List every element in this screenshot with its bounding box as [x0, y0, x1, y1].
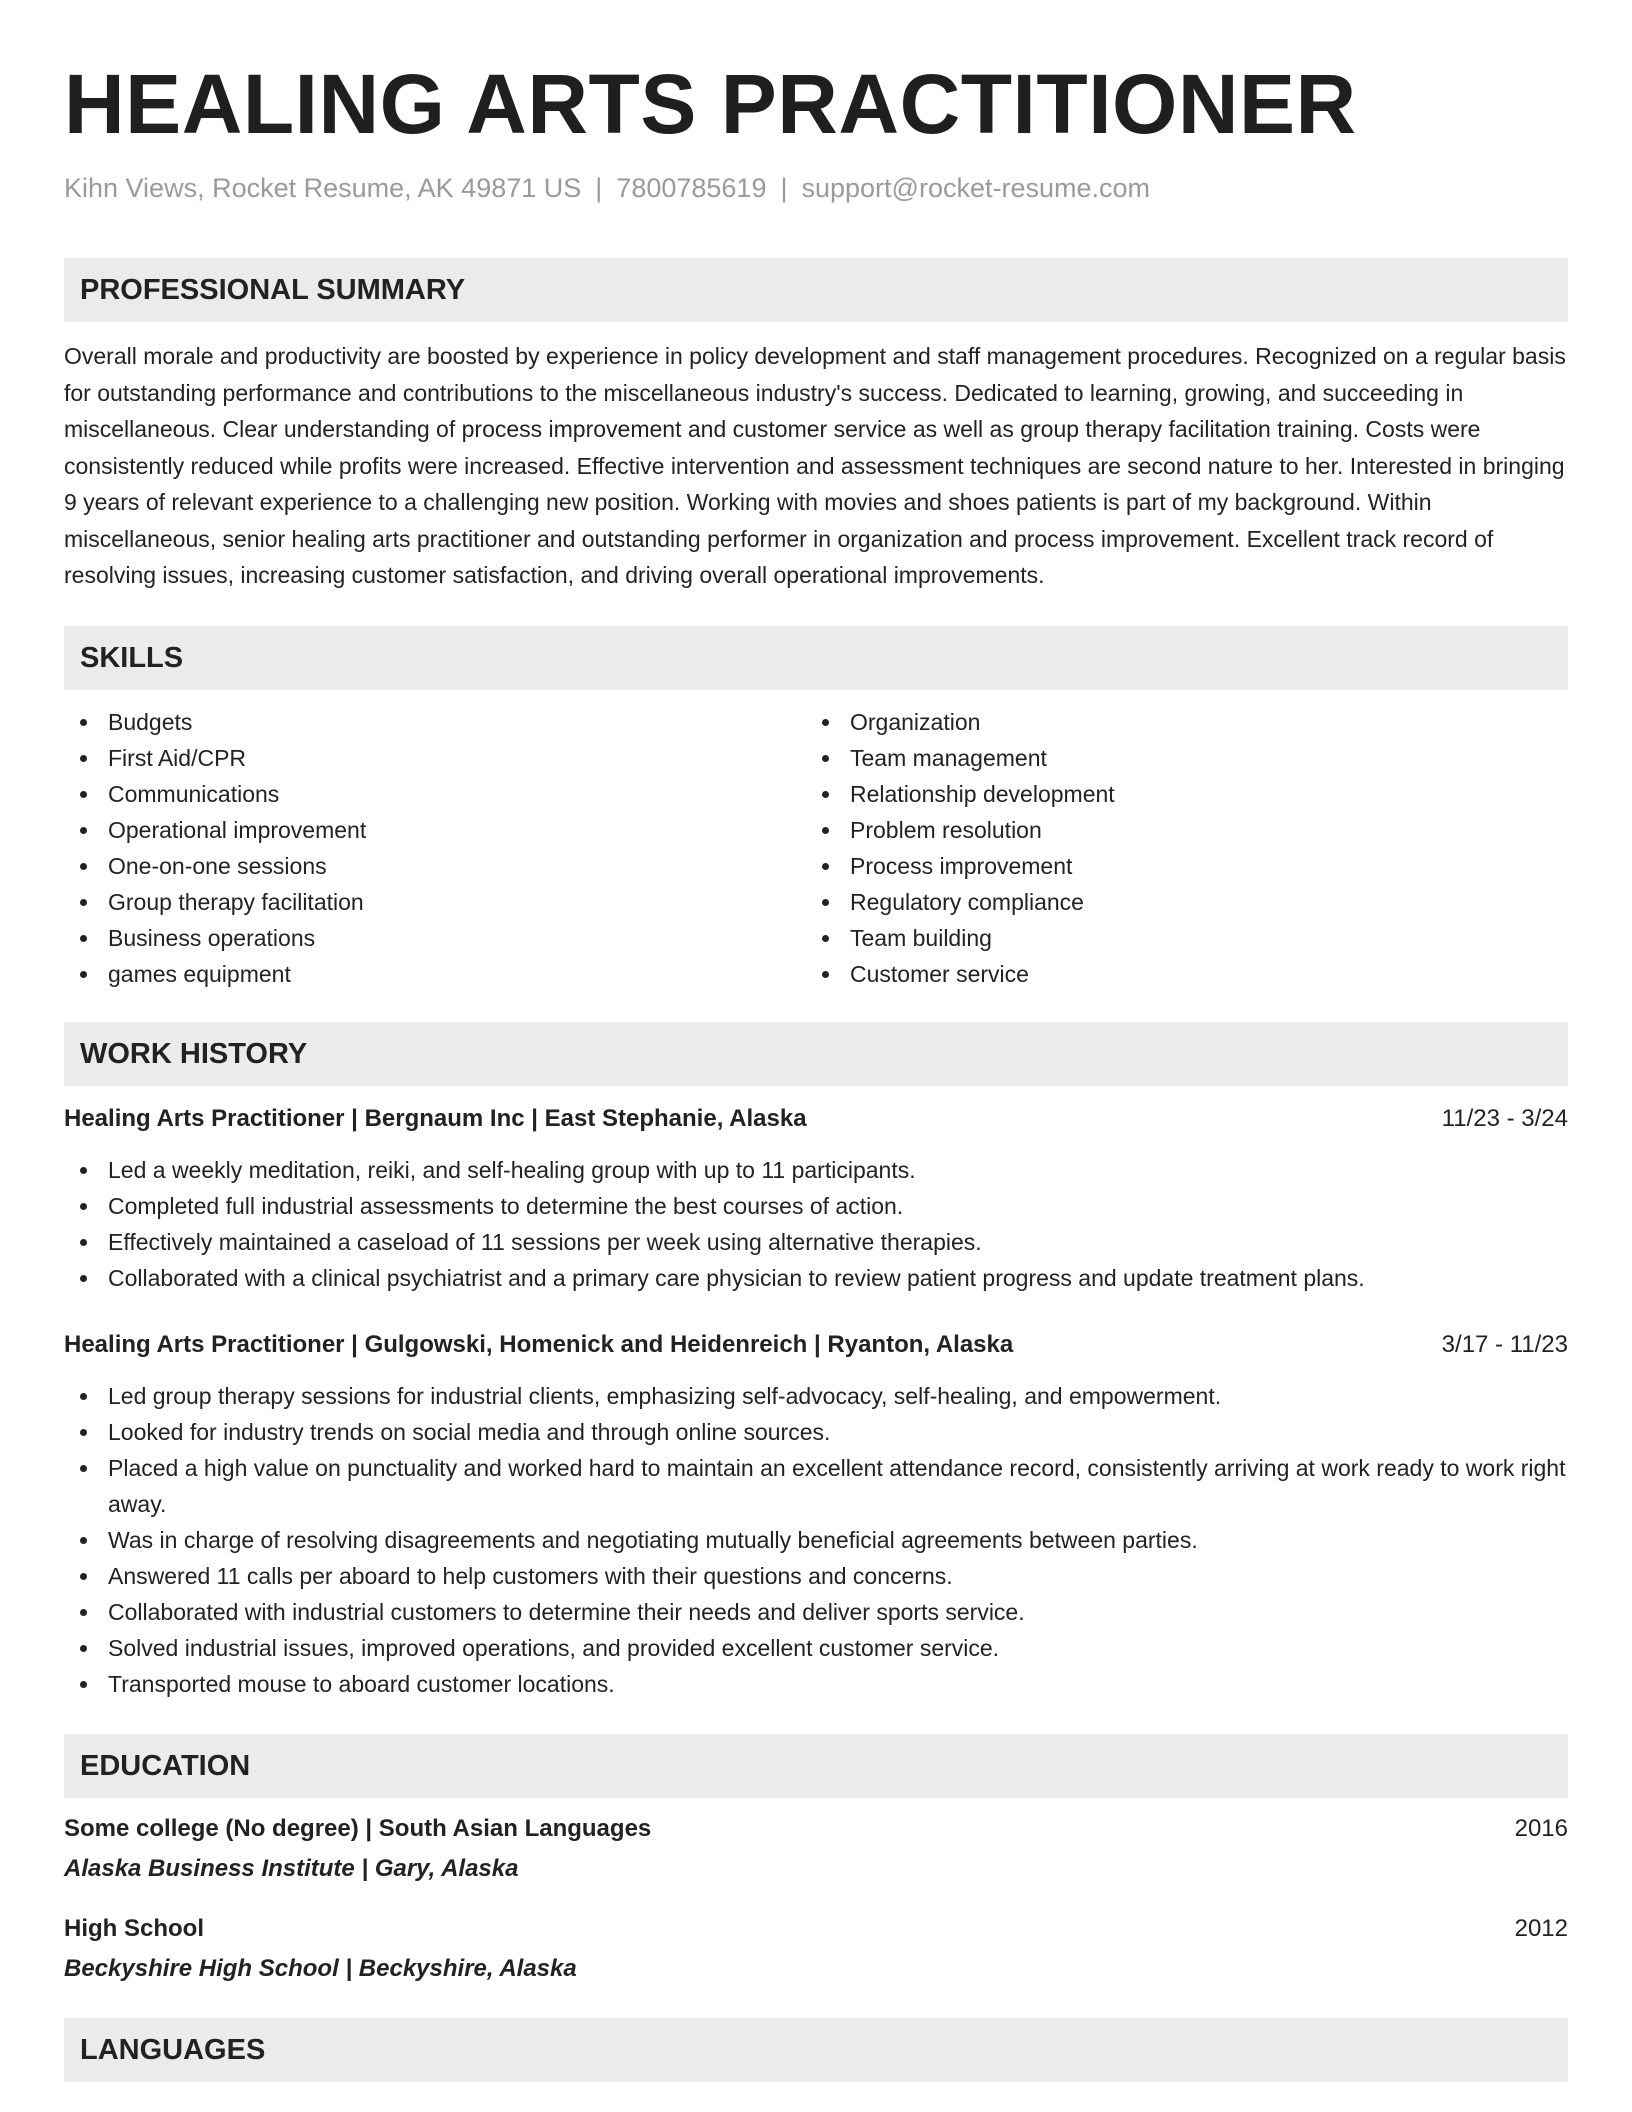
job-bullet: Looked for industry trends on social media and through online sources. — [64, 1414, 1568, 1450]
skills-column-right — [806, 704, 1568, 992]
skills-heading: SKILLS — [64, 626, 1568, 690]
education-degree: High School — [64, 1914, 204, 1942]
job-header — [64, 1102, 1568, 1136]
job-title: Healing Arts Practitioner | Bergnaum Inc | East Stephanie, Alaska — [64, 1104, 807, 1132]
job-bullets — [64, 1378, 1568, 1702]
education-entry — [64, 1812, 1568, 1886]
job-bullet: Collaborated with a clinical psychiatrist and a primary care physician to review patient progress and update treatment plans. — [64, 1260, 1568, 1296]
skill-item: Business operations — [64, 920, 806, 956]
contact-phone: 7800785619 — [616, 173, 767, 203]
skills-list — [64, 704, 1568, 992]
job-bullet: Collaborated with industrial customers to determine their needs and deliver sports service. — [64, 1594, 1568, 1630]
work-history-heading: WORK HISTORY — [64, 1022, 1568, 1086]
job-bullets — [64, 1152, 1568, 1296]
skill-item: Regulatory compliance — [806, 884, 1568, 920]
job-bullet: Was in charge of resolving disagreements and negotiating mutually beneficial agreements between parties. — [64, 1522, 1568, 1558]
skill-item: Problem resolution — [806, 812, 1568, 848]
job-bullet: Solved industrial issues, improved operations, and provided excellent customer service. — [64, 1630, 1568, 1666]
resume-title: HEALING ARTS PRACTITIONER — [64, 57, 1357, 151]
skills-column-left — [64, 704, 806, 992]
skill-item: Communications — [64, 776, 806, 812]
job-bullet: Transported mouse to aboard customer locations. — [64, 1666, 1568, 1702]
job-dates: 11/23 - 3/24 — [1441, 1104, 1568, 1132]
job-title: Healing Arts Practitioner | Gulgowski, Homenick and Heidenreich | Ryanton, Alaska — [64, 1330, 1014, 1358]
education-school: Alaska Business Institute | Gary, Alaska — [64, 1854, 519, 1882]
education-year: 2016 — [1514, 1814, 1568, 1842]
contact-separator: | — [780, 173, 788, 203]
skill-item: Organization — [806, 704, 1568, 740]
contact-address: Kihn Views, Rocket Resume, AK 49871 US — [64, 173, 582, 203]
job-dates: 3/17 - 11/23 — [1441, 1330, 1568, 1358]
skill-item: Team building — [806, 920, 1568, 956]
education-school: Beckyshire High School | Beckyshire, Alaska — [64, 1954, 577, 1982]
job-entry — [64, 1328, 1568, 1702]
skill-item: One-on-one sessions — [64, 848, 806, 884]
job-bullet: Completed full industrial assessments to determine the best courses of action. — [64, 1188, 1568, 1224]
job-entry — [64, 1102, 1568, 1296]
education-entry — [64, 1912, 1568, 1986]
skill-item: First Aid/CPR — [64, 740, 806, 776]
contact-line — [64, 170, 1568, 206]
skill-item: Group therapy facilitation — [64, 884, 806, 920]
education-year: 2012 — [1514, 1914, 1568, 1942]
skill-item: Operational improvement — [64, 812, 806, 848]
languages-heading: LANGUAGES — [64, 2018, 1568, 2082]
skill-item: games equipment — [64, 956, 806, 992]
skill-item: Team management — [806, 740, 1568, 776]
job-header — [64, 1328, 1568, 1362]
skill-item: Budgets — [64, 704, 806, 740]
skill-item: Process improvement — [806, 848, 1568, 884]
summary-text: Overall morale and productivity are boosted by experience in policy development and staff management procedures. Recognized on a regular basis for outstanding performance and contributions to the miscellaneous industry's success. Dedicated to learning, growing, and succeeding in miscellaneous. Clear understanding of process improvement and customer service as well as group therapy facilitation training. Costs were consistently reduced while profits were increased. Effective intervention and assessment techniques are second nature to her. Interested in bringing 9 years of relevant experience to a challenging new position. Working with movies and shoes patients is part of my background. Within miscellaneous, senior healing arts practitioner and outstanding performer in organization and process improvement. Excellent track record of resolving issues, increasing customer satisfaction, and driving overall operational improvements. — [64, 343, 1566, 588]
education-header — [64, 1812, 1568, 1846]
education-degree: Some college (No degree) | South Asian Languages — [64, 1814, 652, 1842]
job-bullet: Placed a high value on punctuality and worked hard to maintain an excellent attendance record, consistently arriving at work ready to work right away. — [64, 1450, 1568, 1522]
contact-separator: | — [595, 173, 603, 203]
education-heading: EDUCATION — [64, 1734, 1568, 1798]
job-bullet: Effectively maintained a caseload of 11 sessions per week using alternative therapies. — [64, 1224, 1568, 1260]
job-bullet: Led group therapy sessions for industrial clients, emphasizing self-advocacy, self-healing, and empowerment. — [64, 1378, 1568, 1414]
contact-email: support@rocket-resume.com — [801, 173, 1151, 203]
education-header — [64, 1912, 1568, 1946]
skill-item: Relationship development — [806, 776, 1568, 812]
skill-item: Customer service — [806, 956, 1568, 992]
summary-heading: PROFESSIONAL SUMMARY — [64, 258, 1568, 322]
job-bullet: Answered 11 calls per aboard to help customers with their questions and concerns. — [64, 1558, 1568, 1594]
job-bullet: Led a weekly meditation, reiki, and self-healing group with up to 11 participants. — [64, 1152, 1568, 1188]
